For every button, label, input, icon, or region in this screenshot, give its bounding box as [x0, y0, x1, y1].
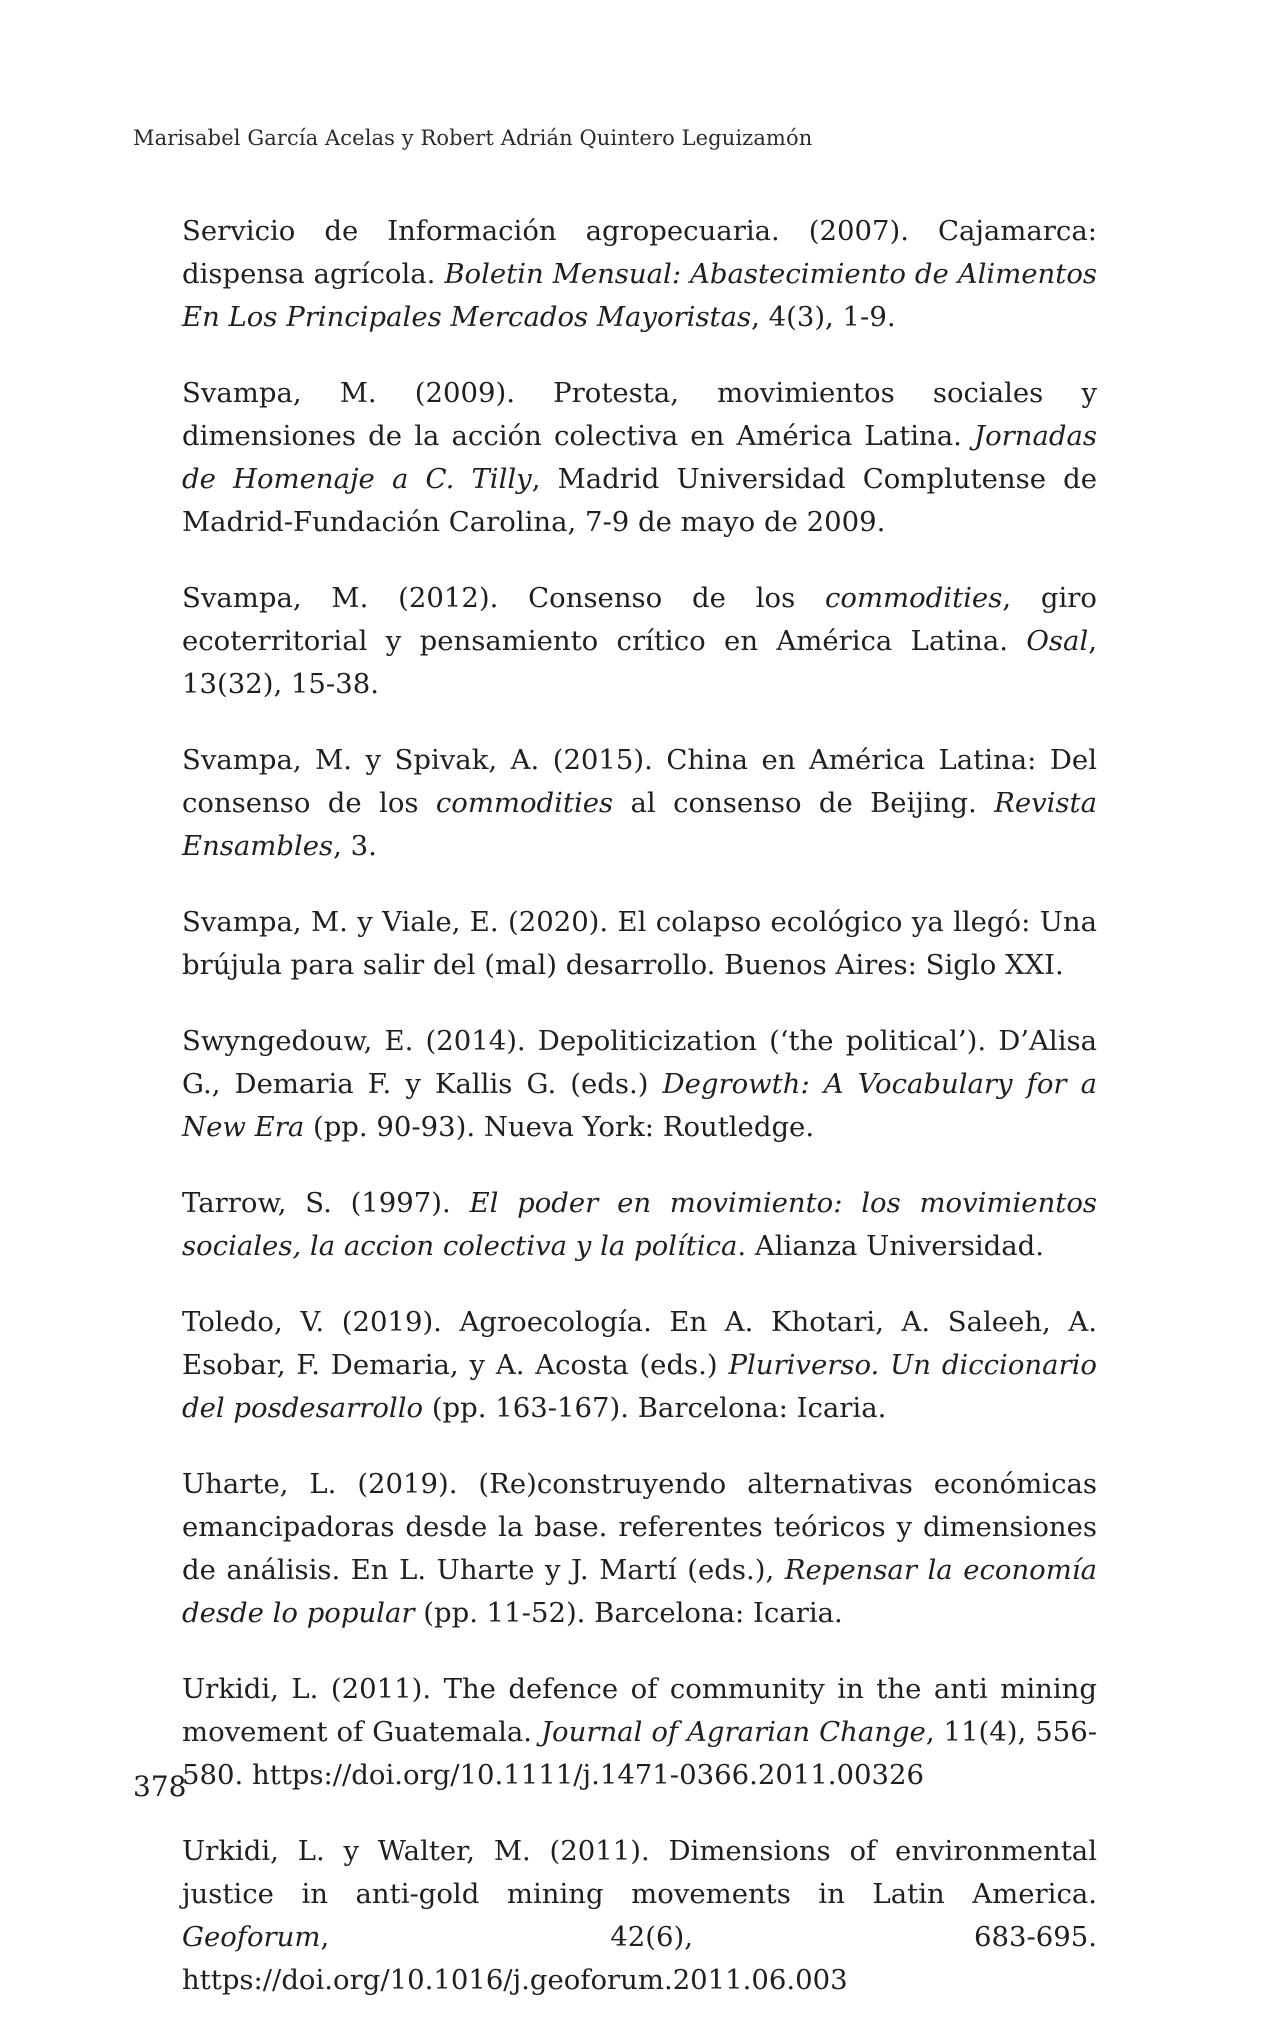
reference-text: Urkidi, L. y Walter, M. (2011). Dimensions of environmental justice in anti-gold mining movements in Latin America.: [182, 1835, 1097, 1910]
reference-journal: Geoforum: [182, 1921, 321, 1953]
reference-entry: [182, 1301, 1097, 1430]
reference-title: Boletin Mensual: Abastecimiento de Alimentos En Los Principales Mercados Mayoristas: [182, 258, 1097, 333]
reference-entry: [182, 1668, 1097, 1797]
running-head: Marisabel García Acelas y Robert Adrián Quintero Leguizamón: [133, 126, 813, 150]
reference-text: Svampa, M. y Spivak, A. (2015). China en América Latina: Del consenso de los: [182, 744, 1097, 819]
reference-text: Urkidi, L. (2011). The defence of community in the anti mining movement of Guatemala.: [182, 1673, 1097, 1748]
page-number: 378: [133, 1770, 187, 1803]
reference-entry: [182, 372, 1097, 544]
reference-text: . Alianza Universidad.: [737, 1230, 1044, 1262]
reference-entry: [182, 739, 1097, 868]
reference-text: Servicio de Información agropecuaria. (2007). Cajamarca: dispensa agrícola.: [182, 215, 1097, 290]
reference-entry: [182, 1020, 1097, 1149]
reference-title: commodities: [825, 582, 1003, 614]
reference-text: , 11(4), 556-580. https://doi.org/10.1111/j.1471-0366.2011.00326: [182, 1716, 1097, 1791]
reference-text: Svampa, M. y Viale, E. (2020). El colapso ecológico ya llegó: Una brújula para salir del (mal) desarrollo. Buenos Aires: Siglo XXI.: [182, 906, 1097, 981]
reference-text: al consenso de Beijing.: [613, 787, 995, 819]
reference-journal: Osal: [1026, 625, 1089, 657]
reference-text: Svampa, M. (2012). Consenso de los: [182, 582, 826, 614]
reference-text: , 42(6), 683-695. https://doi.org/10.1016/j.geoforum.2011.06.003: [182, 1921, 1097, 1996]
reference-title: Jornadas de Homenaje a C. Tilly: [182, 420, 1097, 495]
reference-journal: Journal of Agrarian Change: [541, 1716, 926, 1748]
reference-text: Swyngedouw, E. (2014). Depoliticization (‘the political’). D’Alisa G., Demaria F. y Kallis G. (eds.): [182, 1025, 1097, 1100]
reference-entry: [182, 577, 1097, 706]
reference-text: , Madrid Universidad Complutense de Madrid-Fundación Carolina, 7-9 de mayo de 2009.: [182, 463, 1097, 538]
reference-text: Tarrow, S. (1997).: [182, 1187, 470, 1219]
reference-entry: [182, 210, 1097, 339]
reference-title: Pluriverso. Un diccionario del posdesarrollo: [182, 1349, 1097, 1424]
reference-text: , 4(3), 1-9.: [751, 301, 896, 333]
reference-list: [182, 210, 1097, 2035]
reference-text: (pp. 90-93). Nueva York: Routledge.: [304, 1111, 815, 1143]
reference-entry: [182, 1182, 1097, 1268]
reference-text: , 13(32), 15-38.: [182, 625, 1097, 700]
reference-title: Degrowth: A Vocabulary for a New Era: [182, 1068, 1097, 1143]
reference-title: Repensar la economía desde lo popular: [182, 1554, 1098, 1629]
reference-text: Svampa, M. (2009). Protesta, movimientos sociales y dimensiones de la acción colectiva en América Latina.: [182, 377, 1097, 452]
reference-entry: [182, 1830, 1097, 2002]
reference-text: , giro ecoterritorial y pensamiento crítico en América Latina.: [182, 582, 1097, 657]
reference-text: (pp. 163-167). Barcelona: Icaria.: [423, 1392, 887, 1424]
reference-title: El poder en movimiento: los movimientos sociales, la accion colectiva y la política: [182, 1187, 1098, 1262]
reference-text: Toledo, V. (2019). Agroecología. En A. Khotari, A. Saleeh, A. Esobar, F. Demaria, y A. Acosta (eds.): [182, 1306, 1097, 1381]
reference-entry: [182, 1463, 1097, 1635]
reference-journal: Revista Ensambles: [182, 787, 1097, 862]
reference-text: (pp. 11-52). Barcelona: Icaria.: [414, 1597, 843, 1629]
reference-entry: [182, 901, 1097, 987]
reference-text: , 3.: [333, 830, 377, 862]
reference-text: Uharte, L. (2019). (Re)construyendo alternativas económicas emancipadoras desde la base. referentes teóricos y dimensiones de análisis. En L. Uharte y J. Martí (eds.),: [182, 1468, 1097, 1586]
reference-title: commodities: [435, 787, 614, 819]
